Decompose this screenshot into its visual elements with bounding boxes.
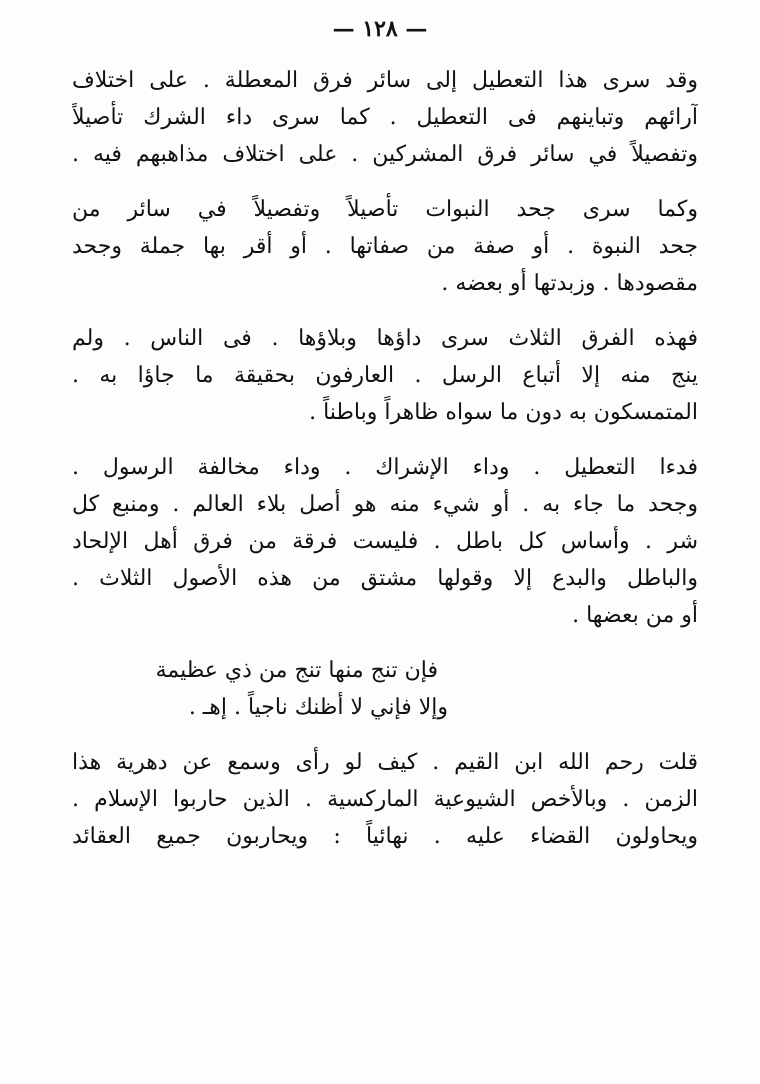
text-line: الزمن . وبالأخص الشيوعية الماركسية . الذين حاربوا الإسلام . [72, 787, 698, 812]
text-line: وكما سرى جحد النبوات تأصيلاً وتفصيلاً في سائر من [72, 197, 698, 222]
text-line: والباطل والبدع إلا وقولها مشتق من هذه الأصول الثلاث . [72, 566, 698, 591]
paragraph-2 [72, 191, 698, 302]
text-line: قلت رحم الله ابن القيم . كيف لو رأى وسمع عن دهرية هذا [72, 750, 698, 775]
text-line: آرائهم وتباينهم فى التعطيل . كما سرى داء الشرك تأصيلاً [72, 105, 698, 130]
verse-line: فإن تنج منها تنج من ذي عظيمة [155, 658, 438, 683]
text-line: وقد سرى هذا التعطيل إلى سائر فرق المعطلة . على اختلاف [72, 68, 698, 93]
text-line: ويحاولون القضاء عليه . نهائياً : ويحاربون جميع العقائد [72, 824, 698, 849]
text-line: فدءا التعطيل . وداء الإشراك . وداء مخالفة الرسول . [72, 455, 698, 480]
paragraph-5 [72, 744, 698, 855]
verse [72, 652, 698, 726]
text-line: جحد النبوة . أو صفة من صفاتها . أو أقر بها جملة وجحد [72, 234, 698, 259]
text-line: وتفصيلاً في سائر فرق المشركين . على اختلاف مذاهبهم فيه . [72, 142, 698, 167]
paragraph-1 [72, 62, 698, 173]
text-line: المتمسكون به دون ما سواه ظاهراً وباطناً . [309, 400, 698, 425]
verse-line: وإلا فإني لا أظنك ناجياً . إهـ . [188, 695, 448, 720]
paragraph-3 [72, 320, 698, 431]
text-line: أو من بعضها . [572, 603, 698, 628]
text-line: مقصودها . وزبدتها أو بعضه . [441, 271, 698, 296]
text-line: ينج منه إلا أتباع الرسل . العارفون بحقيقة ما جاؤا به . [72, 363, 698, 388]
text-line: فهذه الفرق الثلاث سرى داؤها وبلاؤها . فى الناس . ولم [72, 326, 698, 351]
paragraph-4 [72, 449, 698, 634]
page-body [72, 62, 698, 855]
page-number: — ١٢٨ — [332, 16, 428, 42]
text-line: شر . وأساس كل باطل . فليست فرقة من فرق أهل الإلحاد [72, 529, 698, 554]
text-line: وجحد ما جاء به . أو شيء منه هو أصل بلاء العالم . ومنبع كل [72, 492, 698, 517]
